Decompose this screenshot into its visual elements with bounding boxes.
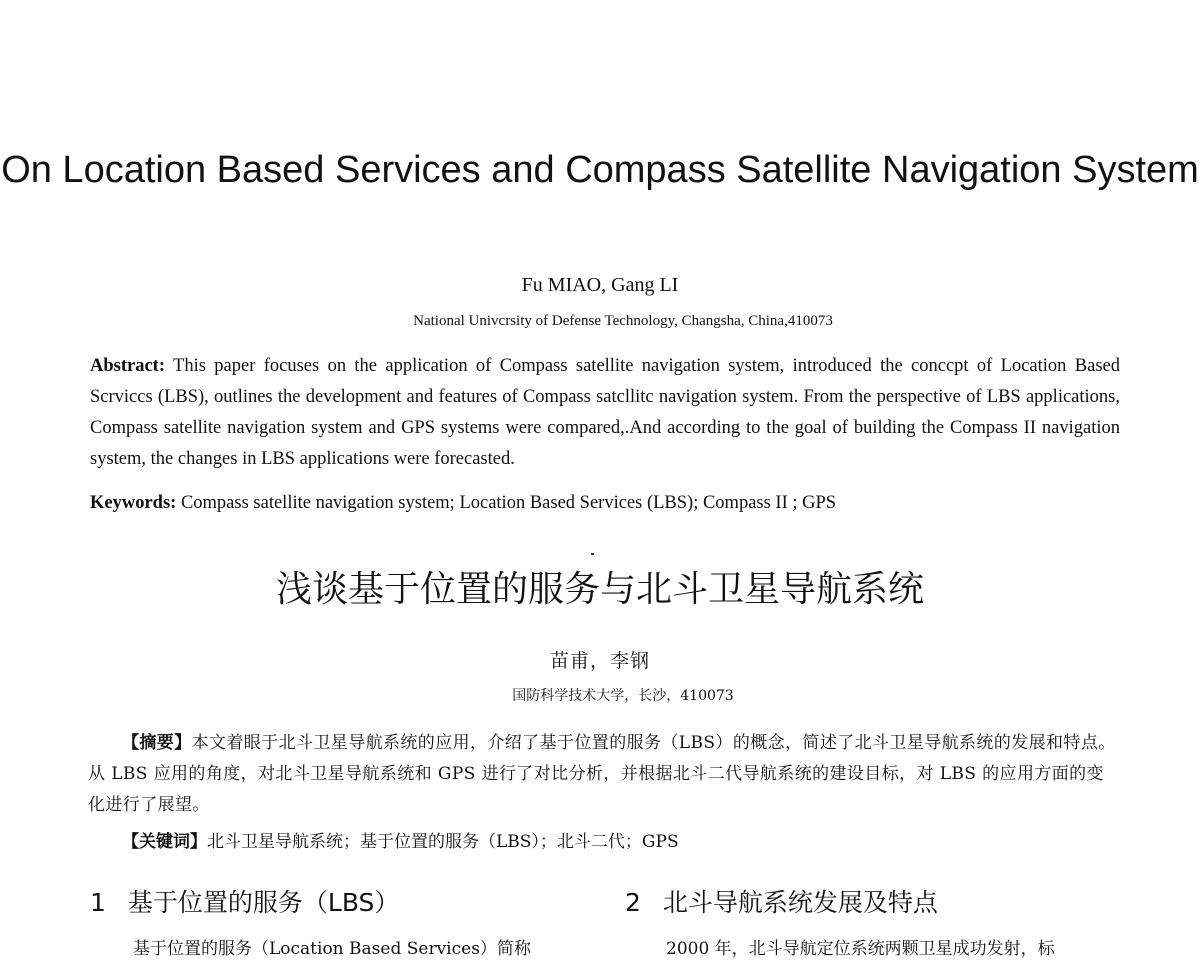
scan-speck — [591, 553, 594, 555]
affiliation-chinese: 国防科学技术大学，长沙，410073 — [512, 688, 734, 704]
section-title: 基于位置的服务（LBS） — [127, 888, 400, 917]
abstract-zh-text: 本文着眼于北斗卫星导航系统的应用，介绍了基于位置的服务（LBS）的概念，简述了北斗卫星导航系统的发展和特点。从 LBS 应用的角度，对北斗卫星导航系统和 GPS 进行了对比分析，并根据北斗二代导航系统的建设目标，对 LBS 的应用方面的变化进行了展望。 — [88, 733, 1116, 815]
section-1-body-start: 基于位置的服务（Location Based Services）简称 — [133, 939, 531, 959]
paper-title-english: On Location Based Services and Compass Satellite Navigation System — [1, 149, 1199, 191]
section-title: 北斗导航系统发展及特点 — [662, 888, 938, 917]
abstract-english — [90, 351, 1120, 475]
keywords-zh-label: 【关键词】 — [122, 832, 207, 852]
keywords-zh-text: 北斗卫星导航系统；基于位置的服务（LBS）；北斗二代；GPS — [207, 832, 679, 852]
abstract-zh-label: 【摘要】 — [122, 733, 192, 753]
affiliation-english: National Univcrsity of Defense Technology, Changsha, China,410073 — [413, 313, 833, 329]
keywords-english — [90, 491, 1120, 515]
abstract-text: This paper focuses on the application of Compass satellite navigation system, introduced the conccpt of Location Based Scrviccs (LBS), outlines the development and features of Compass satcllitc navigation system. From the perspective of LBS applications, Compass satellite navigation system and GPS systems were compared,.And according to the goal of building the Compass II navigation system, the changes in LBS applications were forecasted. — [90, 356, 1120, 469]
authors-chinese: 苗甫，李钢 — [549, 650, 650, 672]
keywords-text: Compass satellite navigation system; Location Based Services (LBS); Compass II ; GPS — [176, 493, 837, 513]
keywords-chinese — [122, 830, 1122, 854]
keywords-label: Keywords: — [90, 493, 177, 513]
section-heading-1 — [90, 885, 399, 921]
abstract-chinese — [88, 728, 1120, 821]
paper-title-chinese: 浅谈基于位置的服务与北斗卫星导航系统 — [275, 569, 924, 610]
section-heading-2 — [625, 885, 938, 921]
abstract-label: Abstract: — [90, 356, 166, 376]
authors-english: Fu MIAO, Gang LI — [521, 274, 679, 296]
section-2-body-start: 2000 年，北斗导航定位系统两颗卫星成功发射，标 — [666, 939, 1055, 959]
section-number: 1 — [90, 888, 106, 917]
section-number: 2 — [625, 888, 641, 917]
